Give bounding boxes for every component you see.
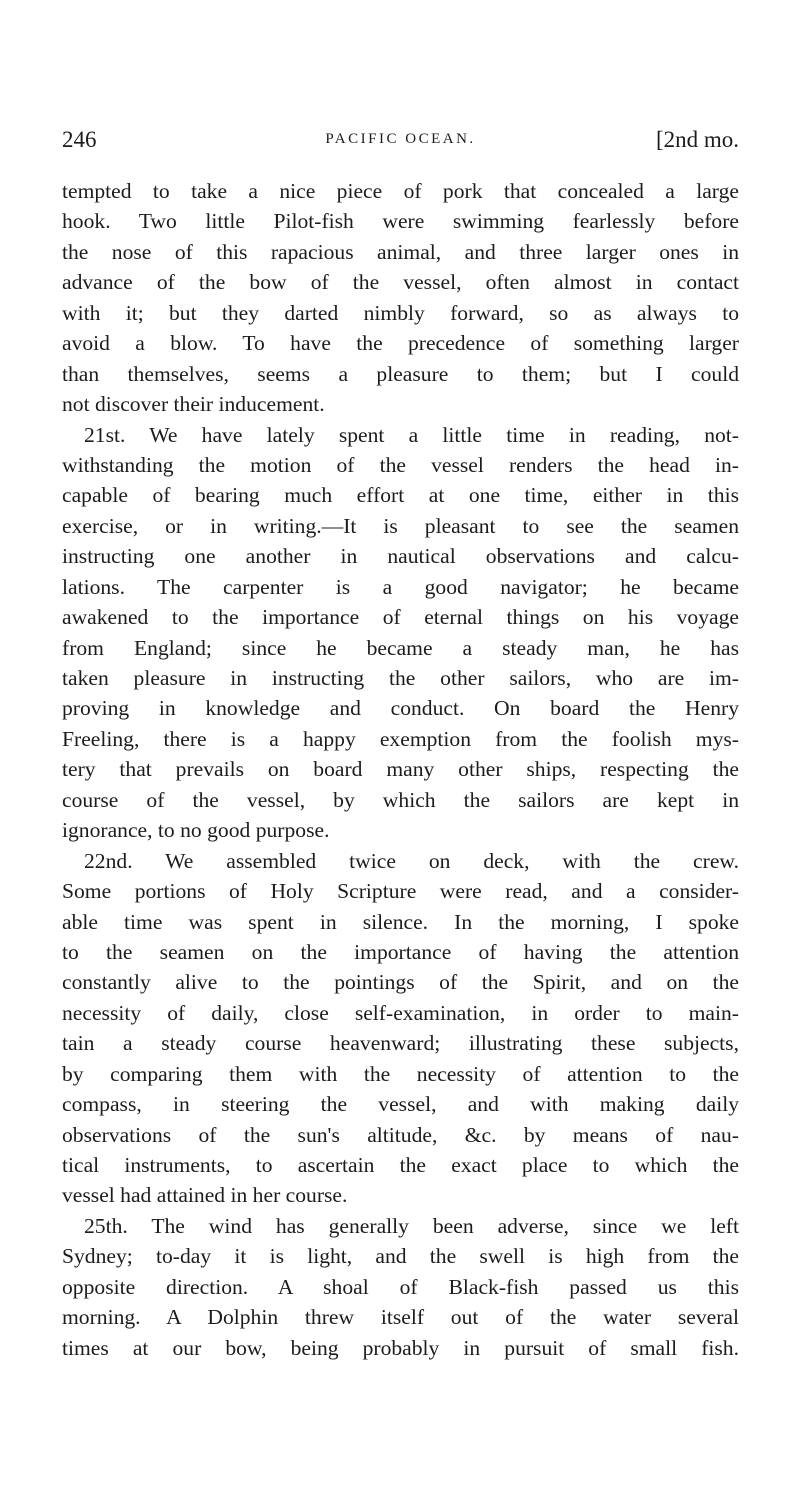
- text-line: to the seamen on the importance of having the attention: [62, 939, 739, 964]
- running-head: PACIFIC OCEAN.: [325, 131, 476, 147]
- text-line: avoid a blow. To have the precedence of something larger: [62, 331, 739, 356]
- text-line: constantly alive to the pointings of the Spirit, and on the: [62, 970, 739, 995]
- text-line: not discover their inducement.: [62, 392, 325, 417]
- body-text: [62, 176, 739, 1363]
- text-line: Some portions of Holy Scripture were read, and a consider-: [62, 879, 739, 904]
- text-line: ignorance, to no good purpose.: [62, 818, 330, 843]
- paragraph-start-line: 21st. We have lately spent a little time in reading, not-: [84, 422, 739, 447]
- page-header: [62, 127, 739, 161]
- paragraph-start-line: 25th. The wind has generally been adverse, since we left: [84, 1213, 739, 1238]
- text-line: course of the vessel, by which the sailors are kept in: [62, 787, 739, 812]
- text-line: vessel had attained in her course.: [62, 1183, 348, 1208]
- text-line: Sydney; to-day it is light, and the swell is high from the: [62, 1244, 739, 1269]
- text-line: from England; since he became a steady man, he has: [62, 635, 739, 660]
- text-line: lations. The carpenter is a good navigator; he became: [62, 574, 739, 599]
- text-line: the nose of this rapacious animal, and three larger ones in: [62, 239, 739, 264]
- text-line: instructing one another in nautical observations and calcu-: [62, 544, 739, 569]
- section-marker: [2nd mo.: [655, 127, 739, 152]
- text-line: proving in knowledge and conduct. On board the Henry: [62, 696, 739, 721]
- text-line: necessity of daily, close self-examination, in order to main-: [62, 1000, 739, 1025]
- text-line: opposite direction. A shoal of Black-fish passed us this: [62, 1274, 739, 1299]
- text-line: tempted to take a nice piece of pork that concealed a large: [62, 179, 739, 203]
- text-line: morning. A Dolphin threw itself out of the water several: [62, 1305, 739, 1330]
- text-line: by comparing them with the necessity of attention to the: [62, 1061, 739, 1086]
- page-number: 246: [62, 127, 97, 152]
- text-line: tical instruments, to ascertain the exact place to which the: [62, 1153, 739, 1177]
- text-line: with it; but they darted nimbly forward, so as always to: [62, 300, 739, 325]
- text-line: taken pleasure in instructing the other sailors, who are im-: [62, 666, 739, 690]
- text-line: withstanding the motion of the vessel renders the head in-: [62, 452, 739, 477]
- text-line: than themselves, seems a pleasure to them; but I could: [62, 361, 739, 386]
- text-line: hook. Two little Pilot-fish were swimming fearlessly before: [62, 209, 739, 234]
- text-line: advance of the bow of the vessel, often almost in contact: [62, 270, 739, 295]
- text-line: tery that prevails on board many other ships, respecting the: [62, 757, 739, 782]
- text-line: able time was spent in silence. In the morning, I spoke: [62, 909, 739, 934]
- text-line: observations of the sun's altitude, &c. by means of nau-: [62, 1122, 739, 1147]
- text-line: times at our bow, being probably in pursuit of small fish.: [62, 1335, 739, 1360]
- text-line: exercise, or in writing.—It is pleasant to see the seamen: [62, 513, 739, 538]
- text-line: Freeling, there is a happy exemption from the foolish mys-: [62, 726, 739, 751]
- text-line: capable of bearing much effort at one time, either in this: [62, 483, 739, 508]
- text-line: compass, in steering the vessel, and with making daily: [62, 1092, 739, 1117]
- paragraph-start-line: 22nd. We assembled twice on deck, with the crew.: [84, 848, 739, 873]
- text-line: awakened to the importance of eternal things on his voyage: [62, 605, 739, 630]
- text-line: tain a steady course heavenward; illustrating these subjects,: [62, 1031, 739, 1056]
